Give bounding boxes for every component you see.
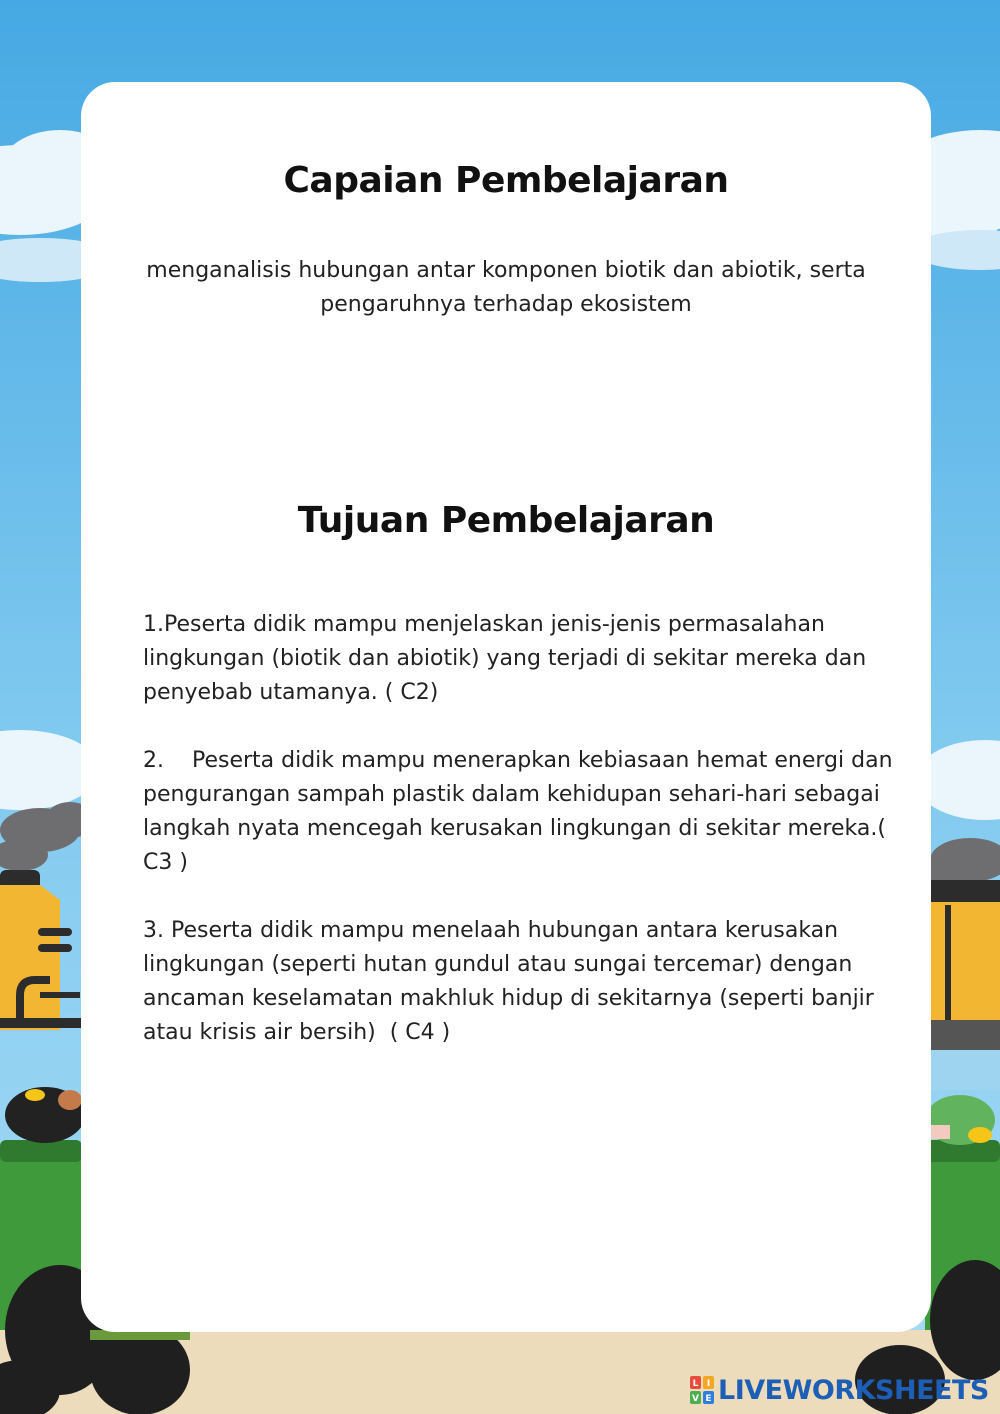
capaian-title: Capaian Pembelajaran [283,160,729,201]
liveworksheets-logo[interactable] [690,1372,989,1408]
objectives-list [143,608,903,1084]
objective-item-3: 3. Peserta didik mampu menelaah hubungan antara kerusakan lingkungan (seperti hutan gundul atau sungai tercemar) dengan ancaman keselamatan makhluk hidup di sekitarnya (seperti banjir atau krisis air bersih) ( C4 ) [143,918,881,1045]
tujuan-title: Tujuan Pembelajaran [297,500,715,541]
factory-right [930,880,1000,1090]
capaian-text: menganalisis hubungan antar komponen biotik dan abiotik, serta pengaruhnya terhadap ekosistem [146,258,866,317]
logo-mark-letter-l: L [692,1379,699,1389]
logo-mark-letter-e: E [705,1394,712,1404]
logo-mark-letter-v: V [692,1394,699,1404]
content-card [81,82,931,1332]
objective-item-2: 2. Peserta didik mampu menerapkan kebiasaan hemat energi dan pengurangan sampah plastik dalam kehidupan sehari-hari sebagai langkah nyata mencegah kerusakan lingkungan di sekitar mereka.( C3 ) [143,748,900,875]
objective-item-1: 1.Peserta didik mampu menjelaskan jenis-jenis permasalahan lingkungan (biotik dan abiotik) yang terjadi di sekitar mereka dan penyebab utamanya. ( C2) [143,612,874,705]
liveworksheets-logo-text: LIVEWORKSHEETS [718,1374,989,1406]
liveworksheets-logo-icon [690,1376,714,1404]
logo-mark-letter-i: I [706,1379,711,1389]
